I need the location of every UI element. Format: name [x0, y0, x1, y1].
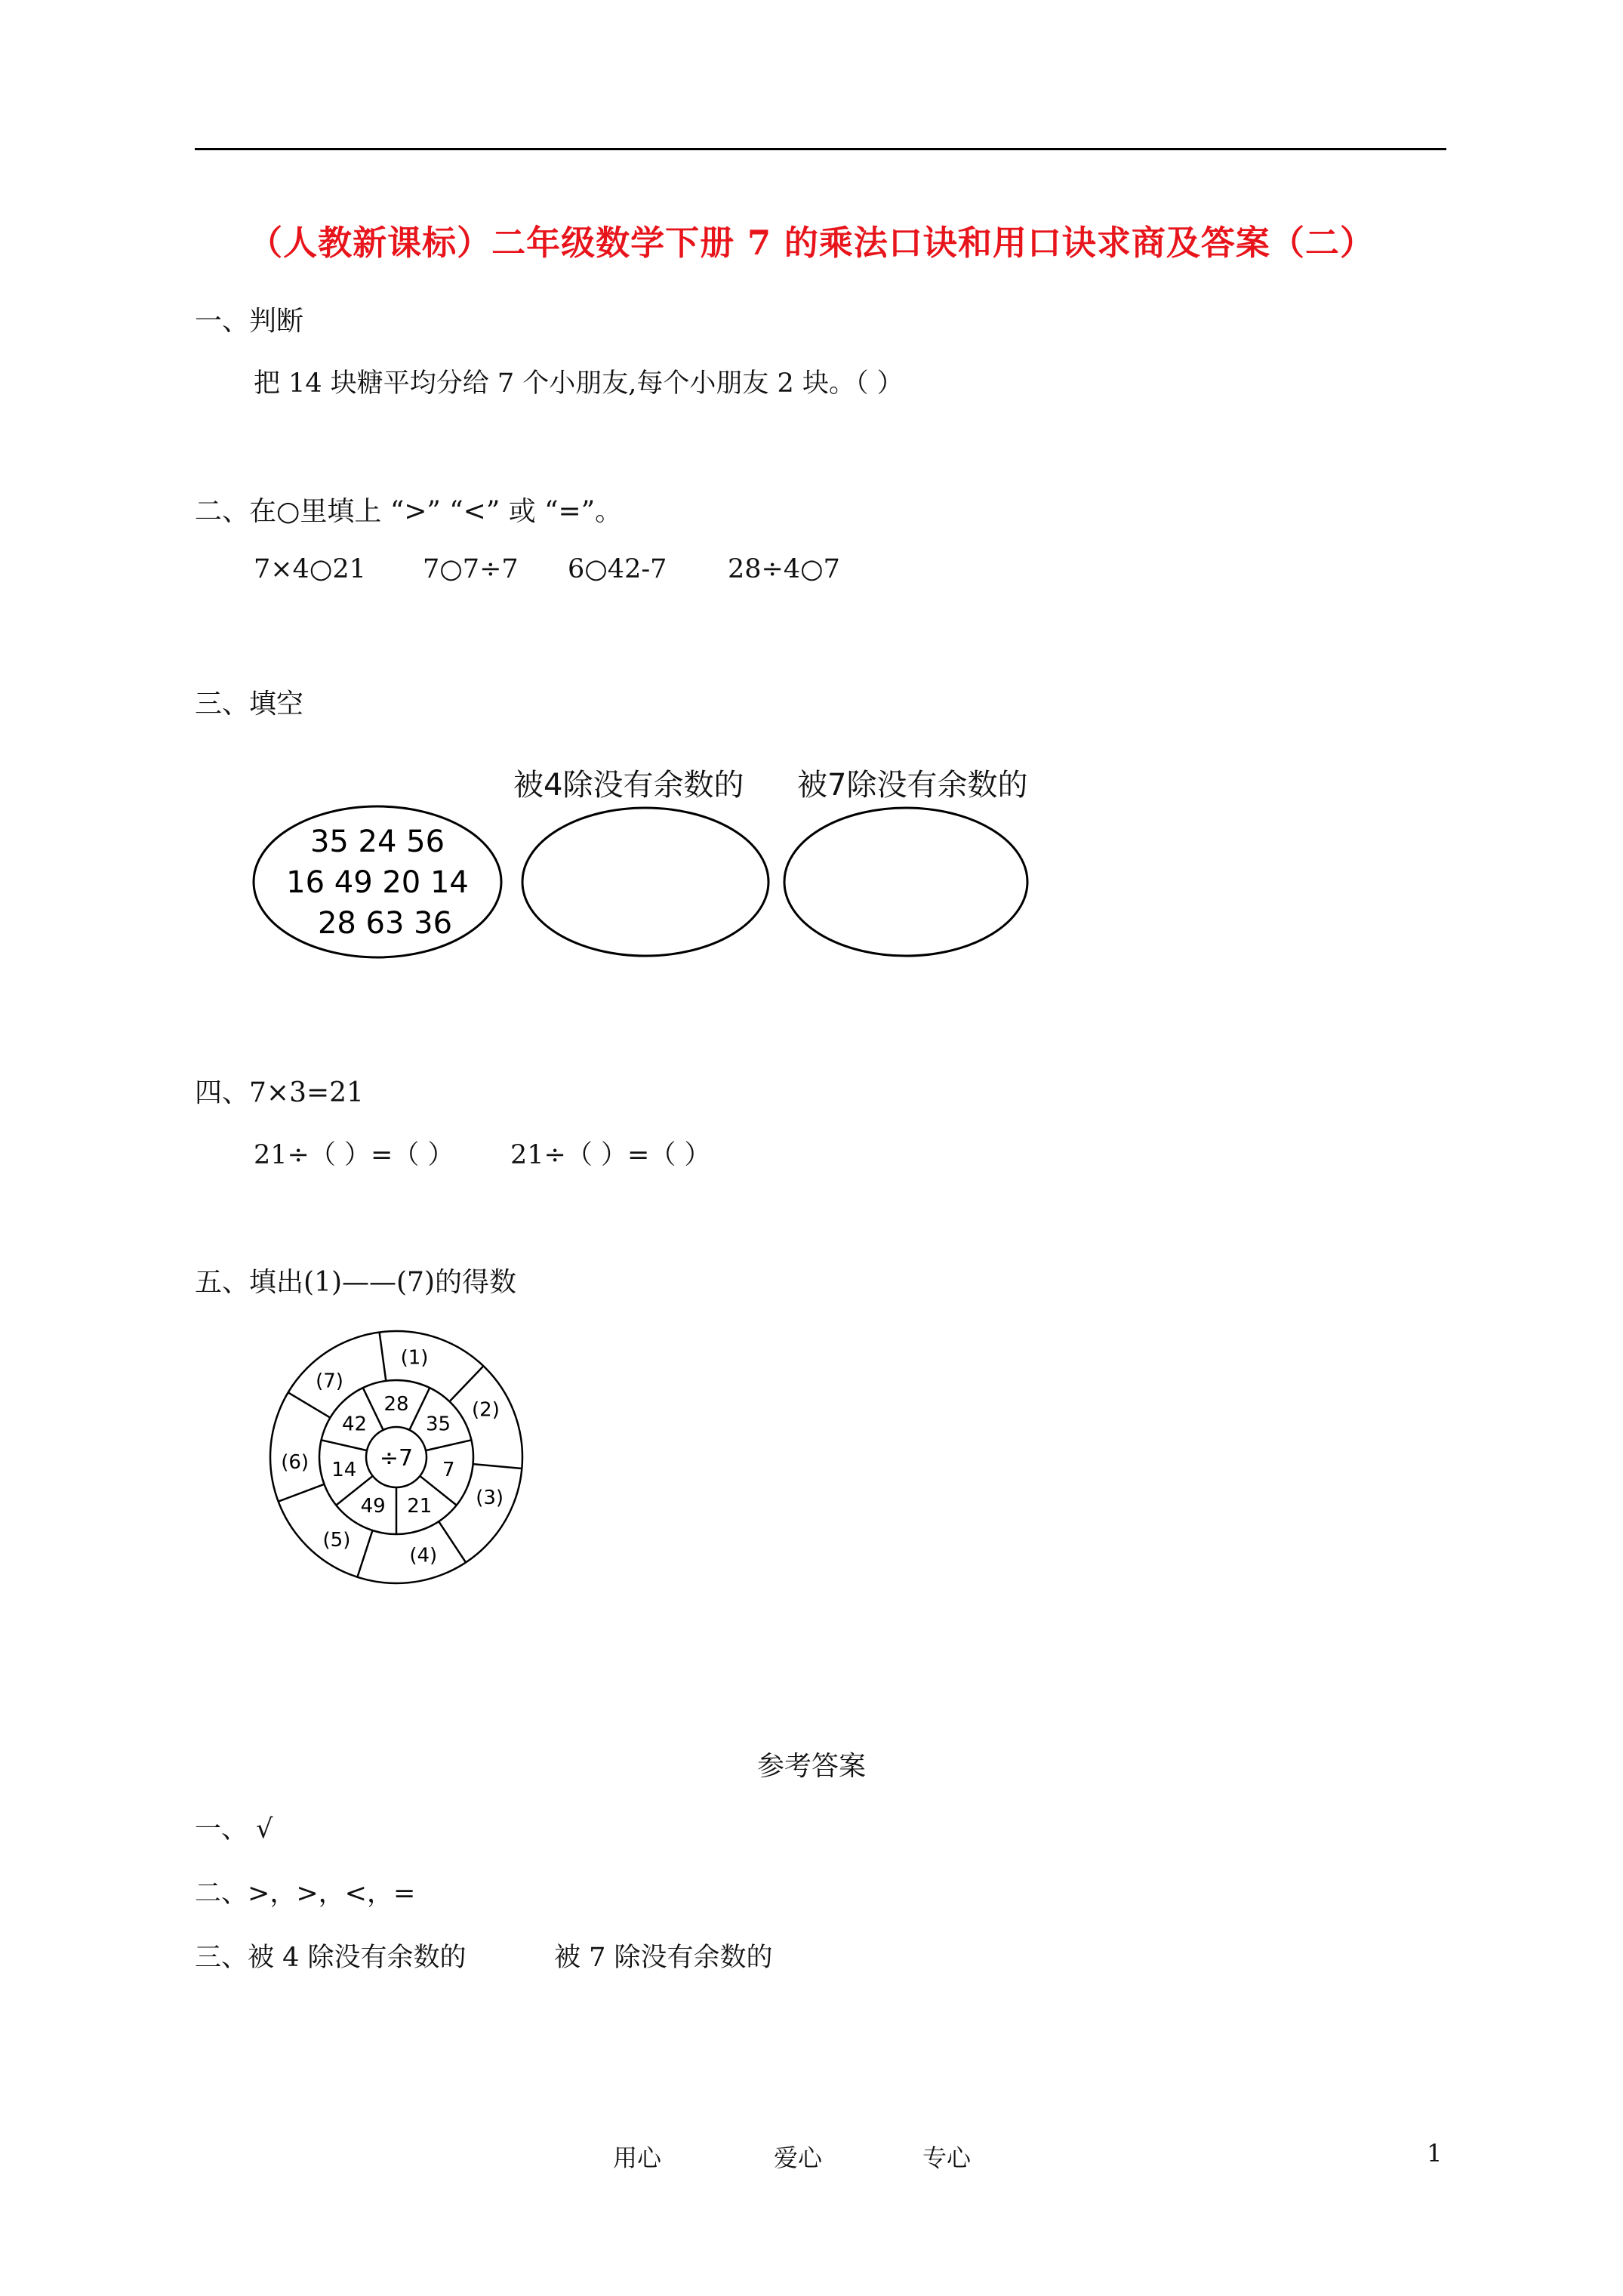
wheel-outer-spoke	[279, 1484, 325, 1502]
section5-heading: 五、填出(1)——(7)的得数	[195, 1267, 516, 1298]
divisible-by-4-oval	[522, 808, 768, 956]
answer-line-1: 一、 √	[195, 1814, 273, 1845]
wheel-dividend-7: 7	[442, 1458, 455, 1481]
comparison-item-4: 28÷4○7	[728, 554, 840, 584]
section3-heading: 三、填空	[195, 689, 304, 720]
section4-heading: 四、7×3=21	[195, 1077, 364, 1108]
caption-divisible-by-7: 被7除没有余数的	[797, 768, 1028, 803]
sorting-ovals-figure	[249, 800, 1042, 966]
wheel-answer-slot-1: (1)	[400, 1346, 429, 1370]
page-number: 1	[1427, 2139, 1443, 2168]
wheel-answer-slot-2: (2)	[472, 1398, 500, 1422]
division-expression-1: 21÷（ ）=（ ）	[254, 1140, 454, 1170]
caption-divisible-by-4: 被4除没有余数的	[513, 768, 744, 803]
wheel-dividend-49: 49	[360, 1494, 386, 1518]
wheel-center-label: ÷7	[379, 1445, 414, 1472]
numbers-row-2: 16 49 20 14	[286, 865, 469, 900]
wheel-outer-spoke	[473, 1464, 522, 1469]
wheel-dividend-28: 28	[383, 1393, 409, 1416]
division-expression-2: 21÷（ ）=（ ）	[510, 1140, 711, 1170]
wheel-dividend-14: 14	[331, 1458, 357, 1481]
wheel-outer-spoke	[439, 1521, 466, 1562]
comparison-item-2: 7○7÷7	[423, 554, 519, 584]
wheel-answer-slot-4: (4)	[409, 1544, 438, 1567]
answer-line-2: 二、>，>，<，=	[195, 1878, 416, 1909]
wheel-dividend-21: 21	[407, 1494, 433, 1518]
wheel-outer-spoke	[288, 1392, 331, 1417]
answer-line-3-prefix: 三、被 4 除没有余数的	[195, 1943, 467, 1973]
wheel-answer-slot-6: (6)	[281, 1451, 310, 1475]
answer-line-3-suffix: 被 7 除没有余数的	[554, 1943, 773, 1973]
wheel-outer-spoke	[380, 1333, 387, 1381]
wheel-outer-spoke	[449, 1366, 483, 1401]
wheel-dividend-42: 42	[341, 1413, 368, 1436]
header-rule	[195, 148, 1446, 150]
wheel-outer-spoke	[357, 1530, 372, 1577]
document-title: （人教新课标）二年级数学下册 7 的乘法口诀和用口诀求商及答案（二）	[248, 223, 1375, 263]
comparison-item-3: 6○42-7	[568, 554, 667, 584]
wheel-answer-slot-3: (3)	[476, 1486, 504, 1509]
divisible-by-7-oval	[784, 808, 1027, 956]
wheel-inner-spoke	[426, 1440, 471, 1450]
answer-title: 参考答案	[756, 1751, 866, 1782]
division-wheel-figure	[257, 1318, 536, 1597]
wheel-inner-spoke	[322, 1440, 367, 1450]
numbers-row-3: 28 63 36	[317, 906, 453, 941]
section2-heading: 二、在○里填上 “>” “<” 或 “=”。	[195, 496, 623, 527]
footer-word-2: 爱心	[774, 2143, 823, 2172]
comparison-item-1: 7×4○21	[254, 554, 366, 584]
footer-word-3: 专心	[922, 2143, 972, 2172]
wheel-answer-slot-5: (5)	[322, 1528, 351, 1552]
section1-heading: 一、判断	[195, 306, 304, 337]
footer-word-1: 用心	[613, 2143, 662, 2172]
wheel-dividend-35: 35	[425, 1413, 451, 1436]
numbers-row-1: 35 24 56	[310, 824, 445, 859]
wheel-answer-slot-7: (7)	[316, 1370, 343, 1393]
section1-statement: 把 14 块糖平均分给 7 个小朋友,每个小朋友 2 块。（ ）	[254, 368, 904, 399]
